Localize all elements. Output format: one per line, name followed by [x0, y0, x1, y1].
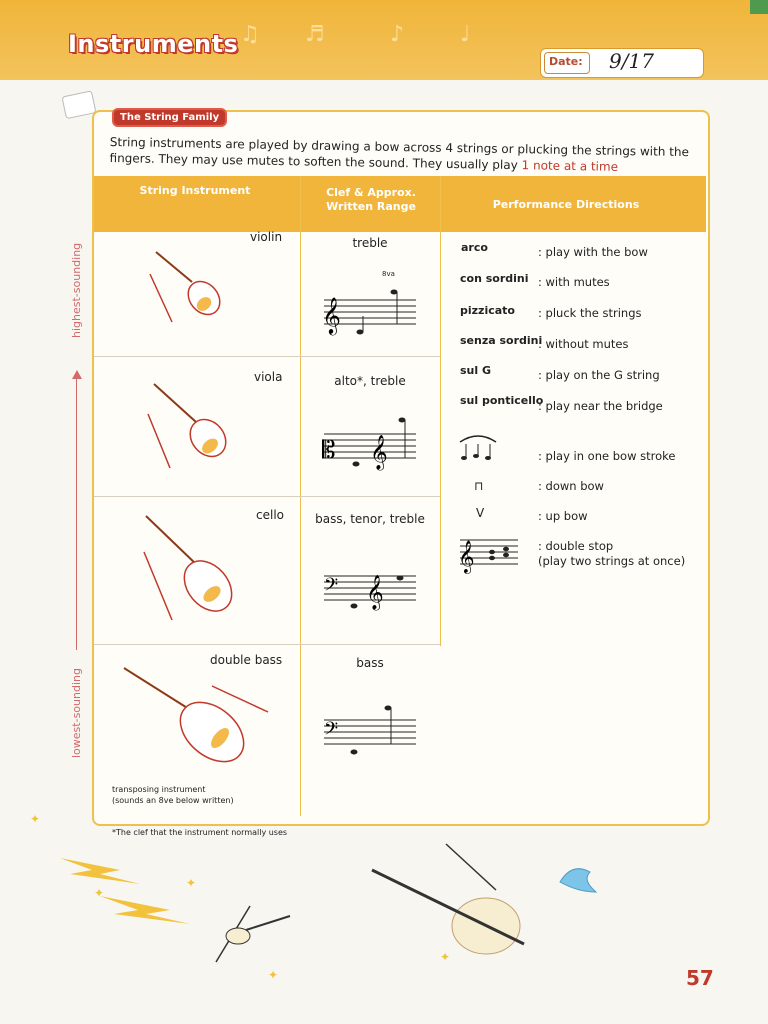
section-badge: The String Family [112, 108, 227, 127]
music-note-icon: ♫ [240, 22, 260, 47]
header-performance-directions: Performance Directions [492, 198, 640, 211]
star-icon: ✦ [440, 950, 451, 964]
star-icon: ✦ [186, 876, 197, 890]
intro-main: String instruments are played by drawing a bow across 4 strings or plucking the strings with the fingers. They may use mutes to soften the sound. They usually play [109, 134, 690, 173]
violin-icon [140, 244, 230, 324]
music-note-icon: ♩ [460, 22, 471, 47]
term-sul-ponticello: sul ponticello [460, 394, 544, 407]
page-tab [750, 0, 768, 14]
def-senza-sordini: : without mutes [538, 337, 629, 351]
def-double-stop [538, 539, 685, 569]
viola-icon [140, 378, 235, 468]
clef-viola: alto*, treble [334, 374, 406, 388]
def-double-stop-line2: (play two strings at once) [538, 554, 686, 568]
def-sul-g: : play on the G string [538, 368, 660, 382]
cello-icon [136, 512, 236, 624]
arrow-up-icon [71, 370, 83, 380]
double-stop-icon [456, 528, 522, 576]
date-value[interactable]: 9/17 [609, 49, 654, 73]
small-violin-icon [210, 900, 300, 970]
violin-staff [320, 280, 420, 340]
clef-double-bass: bass [356, 656, 384, 670]
star-icon: ✦ [268, 968, 279, 982]
header-string-instrument: String Instrument [139, 184, 251, 197]
instrument-name-viola: viola [254, 370, 283, 384]
footnote: *The clef that the instrument normally uses [112, 828, 288, 837]
def-con-sordini: : with mutes [538, 275, 610, 289]
term-senza-sordini: senza sordini [460, 334, 543, 347]
viola-staff [320, 414, 420, 474]
page-title: Instruments [68, 30, 239, 58]
def-slur: : play in one bow stroke [538, 449, 676, 463]
row-divider [94, 496, 440, 497]
down-bow-icon: ⊓ [474, 479, 484, 493]
music-note-icon: ♬ [305, 22, 325, 47]
large-cello-icon [366, 840, 536, 970]
svg-text:𝄢: 𝄢 [324, 575, 339, 600]
star-icon: ✦ [94, 886, 105, 900]
def-up-bow: : up bow [538, 509, 588, 523]
svg-text:𝄡: 𝄡 [322, 436, 336, 464]
svg-text:𝄞: 𝄞 [366, 575, 384, 610]
blue-bird-icon [552, 858, 602, 898]
def-sul-ponticello: : play near the bridge [538, 399, 663, 413]
header-clef-range: Clef & Approx. Written Range [326, 186, 416, 213]
instrument-name-double-bass: double bass [210, 653, 283, 667]
date-field[interactable] [540, 48, 704, 78]
page-number: 57 [686, 966, 714, 990]
music-note-icon: ♪ [390, 22, 405, 47]
row-divider [94, 356, 440, 357]
octave-mark: 8va [382, 270, 395, 278]
slur-icon [456, 428, 502, 464]
side-label-highest: highest-sounding [70, 242, 83, 338]
clef-violin: treble [352, 236, 388, 250]
def-arco: : play with the bow [538, 245, 648, 259]
transposing-note-line2: (sounds an 8ve below written) [112, 796, 234, 805]
date-label: Date: [549, 55, 583, 68]
term-sul-g: sul G [460, 364, 492, 377]
term-arco: arco [461, 241, 488, 254]
row-divider [94, 644, 440, 645]
svg-text:𝄢: 𝄢 [324, 719, 339, 744]
cello-staff [320, 556, 420, 616]
instrument-name-cello: cello [256, 508, 284, 522]
pitch-arrow-line [76, 378, 77, 650]
svg-text:𝄞: 𝄞 [322, 296, 341, 334]
transposing-note [112, 784, 234, 806]
star-icon: ✦ [30, 812, 41, 826]
side-label-lowest: lowest-sounding [70, 668, 83, 758]
double-bass-staff [320, 700, 420, 760]
term-pizzicato: pizzicato [460, 304, 515, 317]
instrument-name-violin: violin [250, 230, 283, 244]
def-double-stop-line1: : double stop [538, 539, 614, 553]
clef-cello: bass, tenor, treble [315, 512, 425, 526]
svg-text:𝄞: 𝄞 [458, 540, 475, 573]
intro-highlight: 1 note at a time [521, 158, 619, 174]
term-con-sordini: con sordini [460, 272, 529, 285]
transposing-note-line1: transposing instrument [112, 785, 206, 794]
col-divider [440, 176, 441, 646]
def-down-bow: : down bow [538, 479, 604, 493]
up-bow-icon: V [476, 506, 485, 520]
def-pizzicato: : pluck the strings [538, 306, 642, 320]
svg-text:𝄞: 𝄞 [370, 435, 388, 470]
double-bass-icon [116, 660, 276, 770]
lightning-icon [40, 840, 200, 930]
